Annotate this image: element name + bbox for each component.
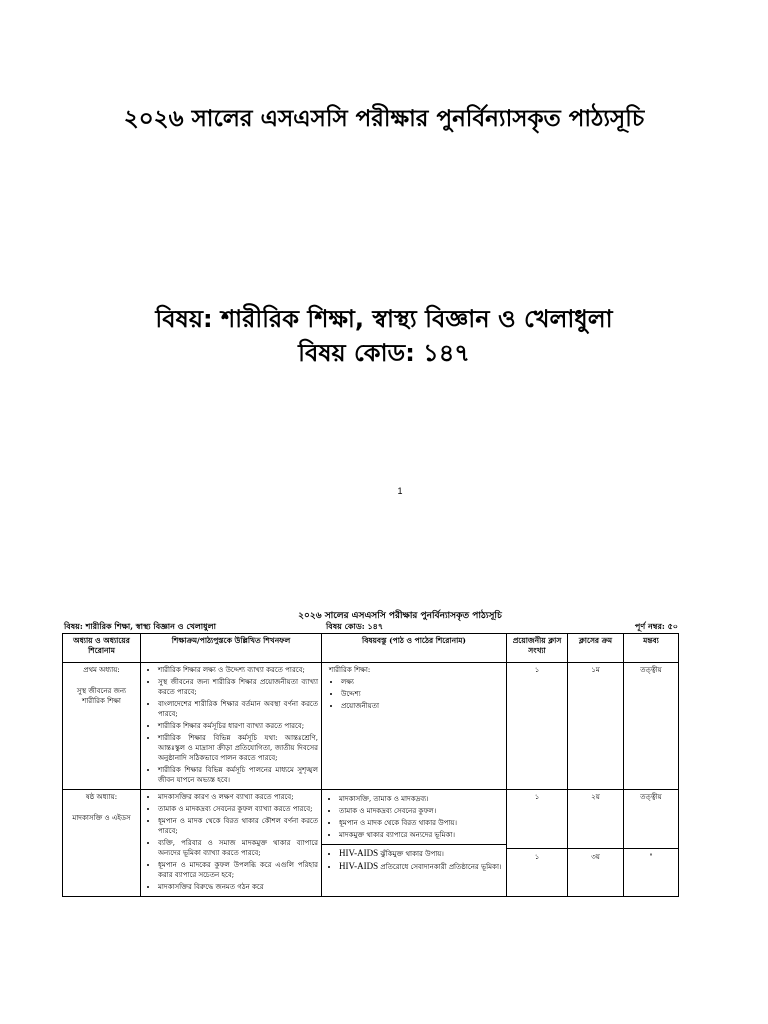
subject-line: বিষয়: শারীরিক শিক্ষা, স্বাস্থ্য বিজ্ঞান ও খেলাধুলা bbox=[155, 305, 613, 333]
meta-subject-code: বিষয় কোড: ১৪৭ bbox=[326, 621, 384, 631]
remark-cell: তত্ত্বীয় bbox=[624, 663, 679, 790]
meta-subject: বিষয়: শারীরিক শিক্ষা, স্বাস্থ্য বিজ্ঞান ও খেলাধুলা bbox=[64, 621, 216, 631]
outcome-item: • ধূমপান ও মাদক থেকে বিরত থাকার কৌশল বর্ণনা করতে পারবে; bbox=[158, 816, 318, 836]
chapter-cell bbox=[63, 790, 141, 897]
topic-item: • লক্ষ্য bbox=[341, 677, 503, 687]
chapter-title: সুস্থ জীবনের জন্য শারীরিক শিক্ষা bbox=[76, 687, 127, 705]
outcome-item: • ধূমপান ও মাদকের কুফল উপলব্ধি করে এগুলি পরিহার করার ব্যাপারে সচেতন হবে; bbox=[158, 860, 318, 880]
topic-heading: শারীরিক শিক্ষা: bbox=[329, 666, 371, 674]
outcome-item: • তামাক ও মাদকদ্রব্য সেবনের কুফল ব্যাখ্যা করতে পারবে; bbox=[158, 804, 318, 814]
outcome-item: • মাদকাসক্তির বিরুদ্ধে জনমত গঠন করে bbox=[158, 882, 318, 892]
outcome-item: • সুস্থ জীবনের জন্য শারীরিক শিক্ষার প্রয়োজনীয়তা ব্যাখ্যা করতে পারবে; bbox=[158, 677, 318, 697]
table-header-row bbox=[63, 634, 679, 663]
remark-value: তত্ত্বীয় bbox=[640, 793, 662, 801]
topic-item: • ধূমপান ও মাদক থেকে বিরত থাকার উপায়। bbox=[339, 818, 503, 828]
topic-text: প্রতিরোধে সেবাদানকারী প্রতিষ্ঠানের ভূমিকা। bbox=[378, 863, 502, 871]
header-order: ক্লাসের ক্রম bbox=[568, 634, 624, 663]
topic-item: • প্রয়োজনীয়তা bbox=[341, 701, 503, 711]
outcomes-cell bbox=[141, 663, 322, 790]
remark-cell bbox=[624, 790, 679, 897]
header-classes: প্রয়োজনীয় ক্লাস সংখ্যা bbox=[507, 634, 568, 663]
topic-item: • তামাক ও মাদকদ্রব্য সেবনের কুফল। bbox=[339, 806, 503, 816]
topic-item bbox=[339, 848, 503, 859]
outcome-item: • বাংলাদেশের শারীরিক শিক্ষার বর্তমান অবস্থা বর্ণনা করতে পারবে; bbox=[158, 699, 318, 719]
topic-item: • উদ্দেশ্য bbox=[341, 689, 503, 699]
order-value: ২য় bbox=[591, 793, 600, 801]
remark-value: " bbox=[624, 848, 678, 862]
classes-value: ১ bbox=[534, 793, 540, 801]
syllabus-title: ২০২৬ সালের এসএসসি পরীক্ষার পুনর্বিন্যাসকৃত পাঠ্যসূচি bbox=[298, 611, 502, 621]
table-row bbox=[63, 663, 679, 790]
topic-item bbox=[339, 861, 503, 872]
page-number: 1 bbox=[397, 486, 403, 496]
classes-value: ১ bbox=[507, 848, 567, 862]
outcome-item: • শারীরিক শিক্ষার লক্ষ্য ও উদ্দেশ্য ব্যাখ্যা করতে পারবে; bbox=[158, 665, 318, 675]
classes-cell bbox=[507, 790, 568, 897]
subject-block bbox=[0, 302, 768, 370]
classes-cell: ১ bbox=[507, 663, 568, 790]
subrow-divider bbox=[322, 844, 506, 845]
content-cell bbox=[322, 790, 507, 897]
chapter-number: ষষ্ঠ অধ্যায়: bbox=[85, 793, 118, 801]
syllabus-meta bbox=[64, 621, 678, 633]
header-content bbox=[322, 634, 507, 663]
content-cell bbox=[322, 663, 507, 790]
outcome-item: • শারীরিক শিক্ষার কর্মসূচির ধারণা ব্যাখ্যা করতে পারবে; bbox=[158, 721, 318, 731]
topic-prefix: HIV-AIDS bbox=[339, 861, 379, 871]
meta-full-marks: পূর্ণ নম্বর: ৫০ bbox=[634, 621, 678, 631]
outcome-item: • ব্যক্তি, পরিবার ও সমাজ মাদকমুক্ত থাকার ব্যাপারে অন্যদের ভূমিকা ব্যাখ্যা করতে পারবে; bbox=[158, 838, 318, 858]
header-content-label: বিষয়বস্তু (পাঠ ও পাঠের শিরোনাম) bbox=[362, 636, 466, 645]
table-row bbox=[63, 790, 679, 897]
header-chapter: অধ্যায় ও অধ্যায়ের শিরোনাম bbox=[63, 634, 141, 663]
order-cell: ১ম bbox=[568, 663, 624, 790]
header-remarks: মন্তব্য bbox=[624, 634, 679, 663]
subject-code-line: বিষয় কোড: ১৪৭ bbox=[298, 339, 470, 367]
topic-item: • মাদকাসক্তি, তামাক ও মাদকদ্রব্য। bbox=[339, 794, 503, 804]
chapter-number: প্রথম অধ্যায়: bbox=[83, 666, 120, 674]
page-title: ২০২৬ সালের এসএসসি পরীক্ষার পুনর্বিন্যাসকৃত পাঠ্যসূচি bbox=[123, 106, 645, 132]
chapter-cell bbox=[63, 663, 141, 790]
topic-prefix: HIV-AIDS bbox=[339, 848, 379, 858]
chapter-title: মাদকাসক্তি ও এইডস bbox=[72, 814, 131, 822]
outcomes-cell bbox=[141, 790, 322, 897]
outcome-item: • শারীরিক শিক্ষার বিভিন্ন কর্মসূচি পালনের মাধ্যমে সুশৃঙ্খল জীবন যাপনে অভ্যস্ত হবে। bbox=[158, 765, 318, 785]
outcome-item: • শারীরিক শিক্ষার বিভিন্ন কর্মসূচি যথা: আন্তঃশ্রেণি, আন্তঃস্কুল ও মাদ্রাসা ক্রীড়া প্রতিযোগিতা, জাতীয় দিবসের অনুষ্ঠানাদি সঠিকভাবে পালন করতে পারবে; bbox=[158, 733, 318, 763]
header-outcomes: শিক্ষাক্রম/পাঠ্যপুস্তকে উল্লিখিত শিখনফল bbox=[141, 634, 322, 663]
order-value: ৩য় bbox=[568, 848, 623, 862]
order-cell bbox=[568, 790, 624, 897]
topic-text: ঝুঁকিমুক্ত থাকার উপায়। bbox=[378, 850, 444, 858]
topic-item: • মাদকমুক্ত থাকার ব্যাপারে অন্যদের ভূমিকা। bbox=[339, 830, 503, 840]
syllabus-table bbox=[62, 633, 679, 897]
outcome-item: • মাদকাসক্তির কারণ ও লক্ষণ ব্যাখ্যা করতে পারবে; bbox=[158, 792, 318, 802]
